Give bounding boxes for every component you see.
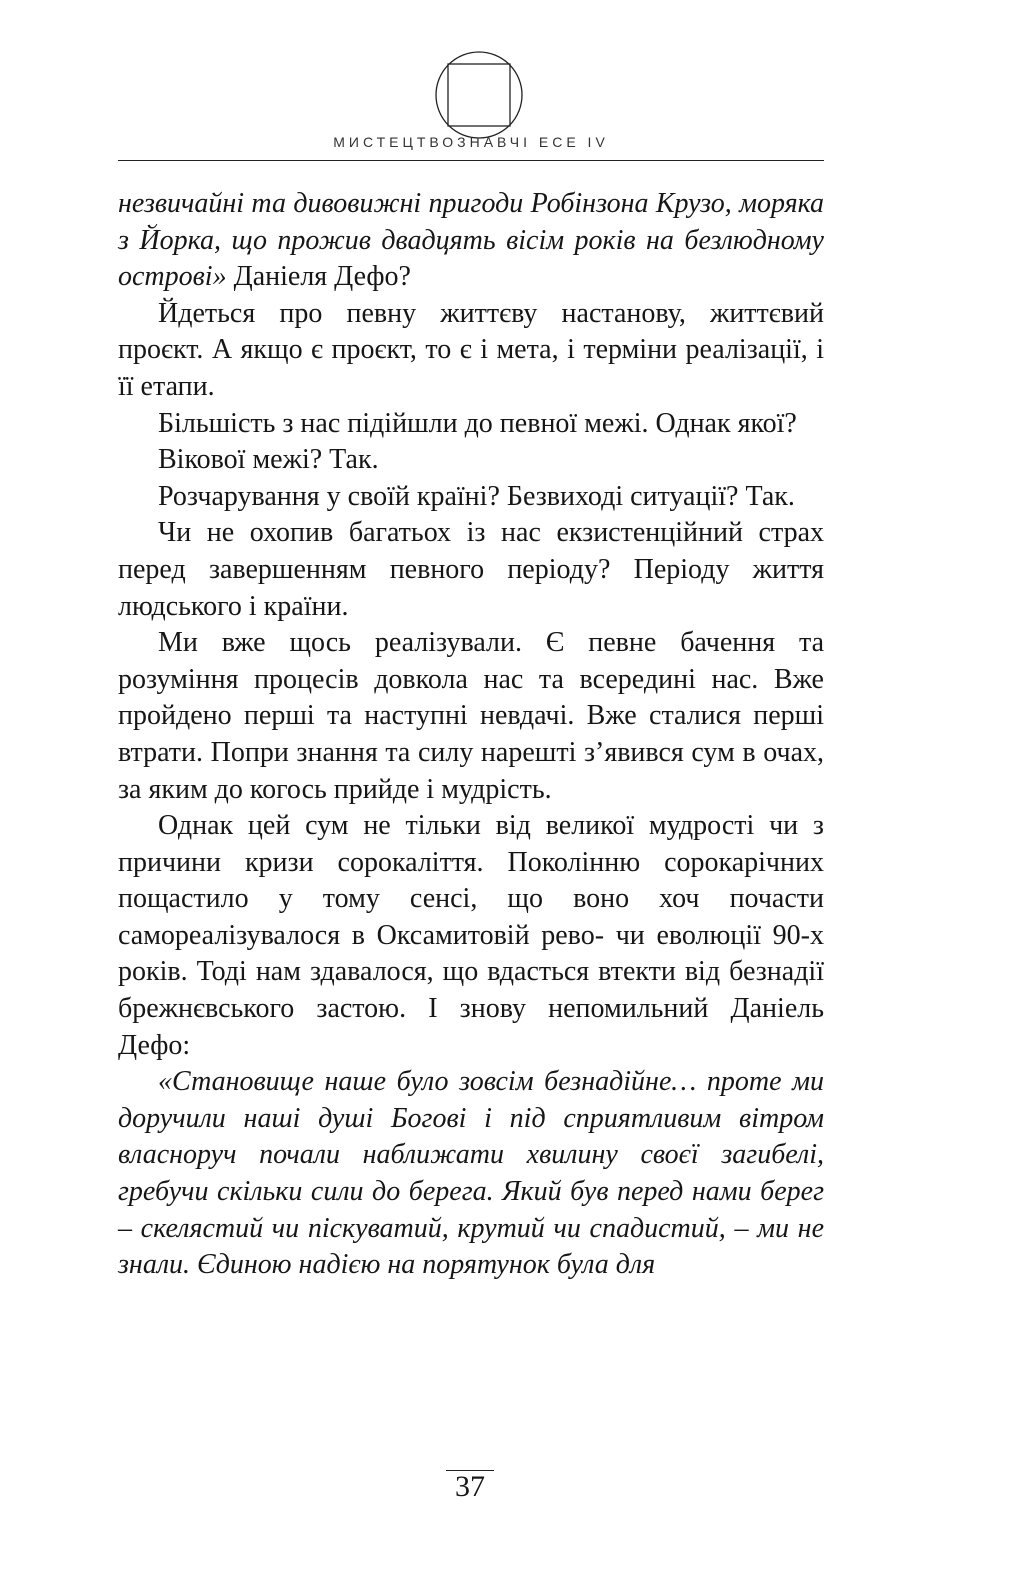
paragraph-1: [118, 186, 824, 296]
header-divider: [118, 160, 824, 161]
paragraph-7: Ми вже щось реалізували. Є певне бачення та розуміння процесів довкола нас та всередині нас. Вже пройдено перші та наступні невдачі. Вже сталися перші втрати. Попри знання та силу нарешті з’явився сум в очах, за яким до когось прийде і мудрість.: [118, 627, 824, 805]
paragraph-5: Розчарування у своїй країні? Безвиході ситуації? Так.: [158, 480, 795, 512]
paragraph-4: Вікової межі? Так.: [158, 444, 379, 476]
paragraph-8: Однак цей сум не тільки від великої мудрості чи з причини кризи сорокаліття. Поколінню сорокарічних пощастило у тому сенсі, що воно хоч почасти самореалізувалося в Оксамитовій рево- чи еволюції 90-х років. Тоді нам здавалося, що вдасться втекти від безнадії брежнєвського застою. І знову непомильний Даніель Дефо:: [118, 810, 824, 1061]
paragraph-3: Більшість з нас підійшли до певної межі. Однак якої?: [158, 407, 797, 439]
circle-square-emblem: [434, 50, 524, 140]
quoted-book-title: незвичайні та дивовижні пригоди Робінзона Крузо, моряка з Йорка, що прожив двадцять вісім років на безлюдному острові»: [118, 188, 824, 293]
running-header: МИСТЕЦТВОЗНАВЧІ ЕСЕ IV: [333, 134, 609, 150]
paragraph-6: Чи не охопив багатьох із нас екзистенційний страх перед завершенням певного періоду? Періоду життя людського і країни.: [118, 517, 824, 622]
page-body: [118, 186, 824, 1284]
italic-quotation: «Становище наше було зовсім безнадійне… проте ми доручили наші душі Богові і під сприятливим вітром власноруч почали наближати хвилину своєї загибелі, гребучи скільки сили до берега. Який був перед нами берег – скелястий чи піскуватий, крутий чи спадистий, – ми не знали. Єдиною надією на порятунок була для: [118, 1066, 824, 1281]
author-reference: Даніеля Дефо?: [226, 261, 411, 293]
page-number: 37: [455, 1470, 485, 1503]
paragraph-2: Йдеться про певну життєву настанову, життєвий проєкт. А якщо є проєкт, то є і мета, і терміни реалізації, і її етапи.: [118, 297, 824, 402]
